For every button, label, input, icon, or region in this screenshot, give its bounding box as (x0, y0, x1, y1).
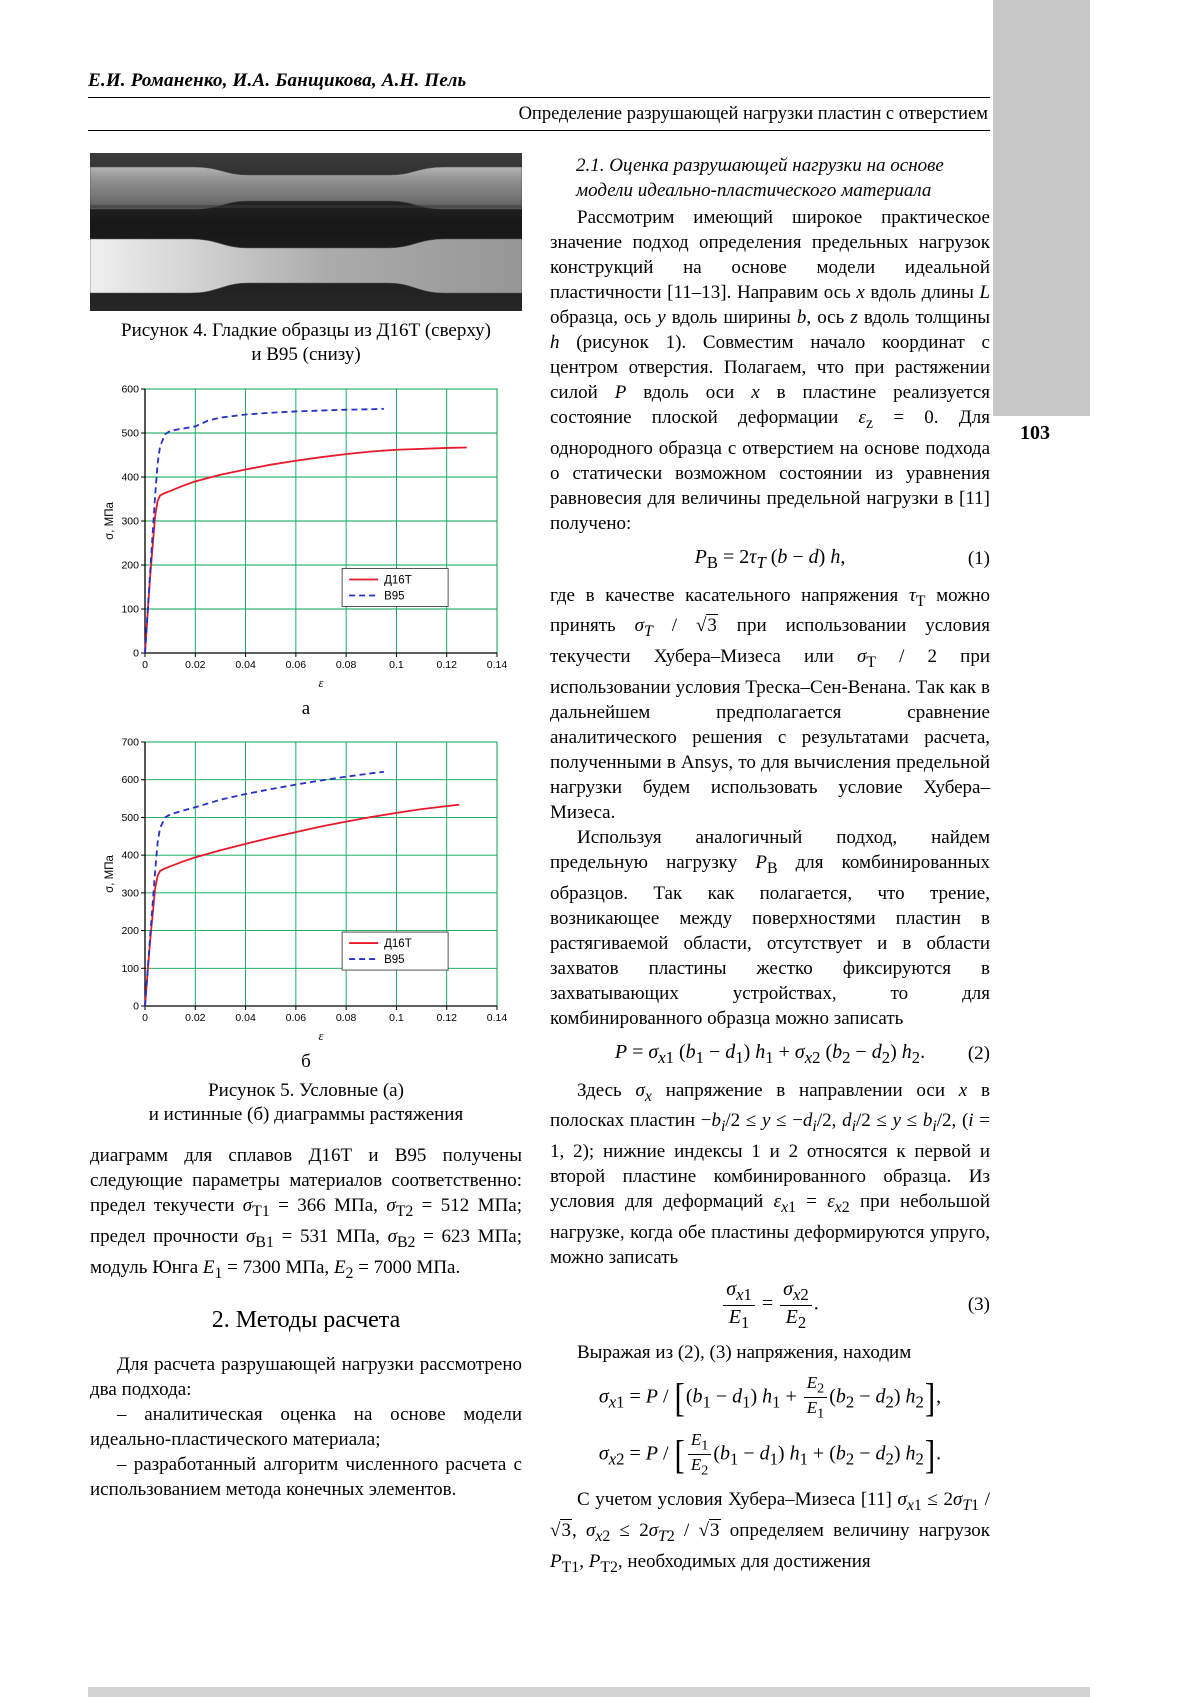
svg-text:600: 600 (121, 774, 139, 787)
svg-text:0.04: 0.04 (235, 659, 256, 671)
method-item-analytical: – аналитическая оценка на основе модели идеально-пластического материала; (90, 1404, 522, 1451)
svg-text:Д16Т: Д16Т (384, 938, 412, 951)
equation-2 (550, 1040, 990, 1069)
equation-sigma-x1-body: $\sigma_{x1} = P / [(b_1 - d_1) h_1$ + $\frac{E_2}{E_1}$ $(b_2 - d_2)$ $h_2$], (598, 1373, 942, 1422)
figure5b-stress-strain-chart (101, 734, 511, 1051)
methods-intro-paragraph: Для расчета разрушающей нагрузки рассмотрено два подхода: (90, 1354, 522, 1401)
svg-text:0.14: 0.14 (486, 1012, 508, 1024)
svg-text:0.1: 0.1 (389, 1012, 404, 1024)
figure5-caption (90, 1079, 522, 1127)
svg-text:0.12: 0.12 (436, 659, 457, 671)
equation-1 (550, 545, 990, 574)
svg-text:0.06: 0.06 (285, 1012, 307, 1024)
figure5a-stress-strain-chart (101, 381, 511, 698)
paragraph-expressing-stresses: Выражая из (2), (3) напряжения, находим (577, 1342, 912, 1364)
svg-text:σ, МПа: σ, МПа (104, 855, 116, 893)
equation-2-body: $P = \sigma_{x1}$ $(b_1 - d_1) h_1 + \sigma_{x2}$ $(b_2 - d_2)$ $h_2$. (614, 1040, 926, 1067)
authors-line: Е.И. Романенко, И.А. Банщикова, А.Н. Пель (88, 70, 467, 91)
svg-text:100: 100 (121, 603, 139, 616)
svg-text:0.08: 0.08 (335, 659, 357, 671)
page-number: 103 (1020, 422, 1050, 444)
svg-text:400: 400 (121, 471, 139, 484)
figure5b-sublabel: б (301, 1051, 311, 1072)
figure5a-sublabel: а (301, 698, 311, 719)
material-parameters-paragraph: диаграмм для сплавов Д16Т и В95 получены следующие параметры материалов соответственно: предел текучести $\sigma_{Т1} = 366$ МПа, $\sigma_{Т2} = 512$ МПа; предел прочности $\sigma_{В1} = 531$ МПа, $\sigma_{В2} = 623$ МПа; модуль Юнга $E_1 = 7300$ МПа, $E_2 = 7000$ МПа. (90, 1145, 523, 1282)
svg-text:400: 400 (121, 849, 139, 862)
equation-1-number: (1) (967, 548, 990, 570)
svg-text:0.04: 0.04 (235, 1012, 256, 1024)
svg-text:200: 200 (121, 925, 139, 938)
paragraph-stress-strips: Здесь $\sigma_x$ напряжение в направлении оси x в полосках пластин $-b_i/2 \le y \le -d_i/2$, $d_i/2 \le y \le b_i/2$, (i = 1, 2); нижние индексы 1 и 2 относятся к первой и второй пластине комбинированного образца. Из условия для деформаций $\varepsilon_{x1} = \varepsilon_{x2}$ при небольшой нагрузке, когда обе пластины деформируются упруго, можно записать (550, 1079, 990, 1269)
svg-text:0: 0 (142, 659, 148, 671)
equation-3-body: $\frac{\sigma_{x1}}{E_1}$ = $\frac{\sigma_{x2}}{E_2}$ . (594, 1279, 946, 1331)
figure5-caption-line2: и истинные (б) диаграммы растяжения (148, 1104, 464, 1125)
svg-text:0: 0 (133, 647, 139, 660)
method-item-numerical: – разработанный алгоритм численного расчета с использованием метода конечных элементов. (90, 1454, 522, 1501)
figure4-caption-line1: Рисунок 4. Гладкие образцы из Д16Т (сверху) (121, 320, 491, 341)
svg-text:0: 0 (133, 1000, 139, 1013)
svg-text:0.06: 0.06 (285, 659, 307, 671)
figure4-specimens-photo (90, 153, 522, 311)
paragraph-combined-specimens: Используя аналогичный подход, найдем предельную нагрузку $P_В$ для комбинированных образцов. Так как полагается, что трение, возникающее между поверхностями пластин в растягиваемой области, отсутствует и в области захватов пластины жестко фиксируются в захватывающих устройствах, то для комбинированного образца можно записать (550, 827, 990, 1029)
svg-text:В95: В95 (384, 590, 405, 603)
svg-text:500: 500 (121, 811, 139, 824)
photo-shadow-line (90, 205, 522, 208)
running-title: Определение разрушающей нагрузки пластин с отверстием (518, 104, 988, 124)
svg-text:0: 0 (142, 1012, 148, 1024)
equation-2-number: (2) (967, 1043, 990, 1065)
paragraph-huber-mises-condition: С учетом условия Хубера–Мизеса [11] $\sigma_{x1} \le 2\sigma_{Т1} / √3$, $\sigma_{x2} \le 2\sigma_{Т2} / √3$ определяем величину нагрузок $P_{Т1}$, $P_{Т2}$, необходимых для достижения (550, 1489, 991, 1576)
svg-text:0.1: 0.1 (389, 659, 404, 671)
margin-gray-block (993, 0, 1090, 416)
header-rule-bottom (88, 130, 990, 131)
paragraph-shear-stress-conditions: где в качестве касательного напряжения $\tau_Т$ можно принять $\sigma_Т / √3$ при использовании условия текучести Хубера–Мизеса или $\sigma_Т / 2$ при использовании условия Треска–Сен-Венана. Так как в дальнейшем предполагается сравнение аналитического решения с результатами расчета, полученными в Ansys, то для вычисления предельной нагрузки будем использовать условие Хубера–Мизеса. (550, 584, 990, 824)
svg-text:ε: ε (318, 1029, 324, 1043)
svg-text:0.08: 0.08 (335, 1012, 357, 1024)
equation-3-number: (3) (967, 1294, 990, 1316)
figure5-caption-line1: Рисунок 5. Условные (а) (208, 1080, 404, 1101)
equation-sigma-x1 (550, 1374, 990, 1422)
equation-sigma-x2 (550, 1431, 990, 1479)
equation-3 (550, 1279, 990, 1331)
section-heading-methods: 2. Методы расчета (211, 1307, 401, 1334)
svg-text:Д16Т: Д16Т (384, 574, 412, 587)
svg-text:300: 300 (121, 887, 139, 900)
svg-text:600: 600 (121, 383, 139, 396)
svg-text:200: 200 (121, 559, 139, 572)
svg-text:0.02: 0.02 (185, 659, 206, 671)
svg-text:σ, МПа: σ, МПа (104, 502, 116, 540)
subsection-heading: 2.1. Оценка разрушающей нагрузки на основе модели идеально-пластического материала (576, 155, 944, 201)
left-column (90, 153, 522, 1502)
svg-text:300: 300 (121, 515, 139, 528)
equation-sigma-x2-body: $\sigma_{x2} = P$ / [ $\frac{E_1}{E_2}$ $(b_1 - d_1) h_1 + (b_2 - d_2)$ $h_2$]. (598, 1429, 942, 1479)
paragraph-ideal-plastic-model: Рассмотрим имеющий широкое практическое значение подход определения предельных нагрузок конструкций на основе модели идеальной пластичности [11–13]. Направим ось x вдоль длины L образца, ось y вдоль ширины b, ось z вдоль толщины h (рисунок 1). Совместим начало координат с центром отверстия. Полагаем, что при растяжении силой P вдоль оси x в пластине реализуется состояние плоской деформации $\varepsilon_z = 0$. Для однородного образца с отверстием на основе подхода о статически возможном состоянии из уравнения равновесия для величины предельной нагрузки в [11] получено: (550, 207, 991, 534)
svg-text:100: 100 (121, 962, 139, 975)
svg-text:0.02: 0.02 (185, 1012, 206, 1024)
right-column (550, 153, 990, 1579)
figure4-caption (90, 319, 522, 367)
svg-text:0.12: 0.12 (436, 1012, 457, 1024)
svg-text:0.14: 0.14 (486, 659, 508, 671)
svg-text:700: 700 (121, 736, 139, 749)
page-header (88, 70, 990, 131)
bottom-gray-bar (88, 1687, 1090, 1697)
svg-text:ε: ε (318, 676, 324, 690)
equation-1-body: $P_В = 2\tau_Т$ (b − d) h, (694, 545, 846, 572)
svg-text:500: 500 (121, 427, 139, 440)
svg-text:В95: В95 (384, 954, 405, 967)
figure4-caption-line2: и В95 (снизу) (251, 344, 361, 365)
